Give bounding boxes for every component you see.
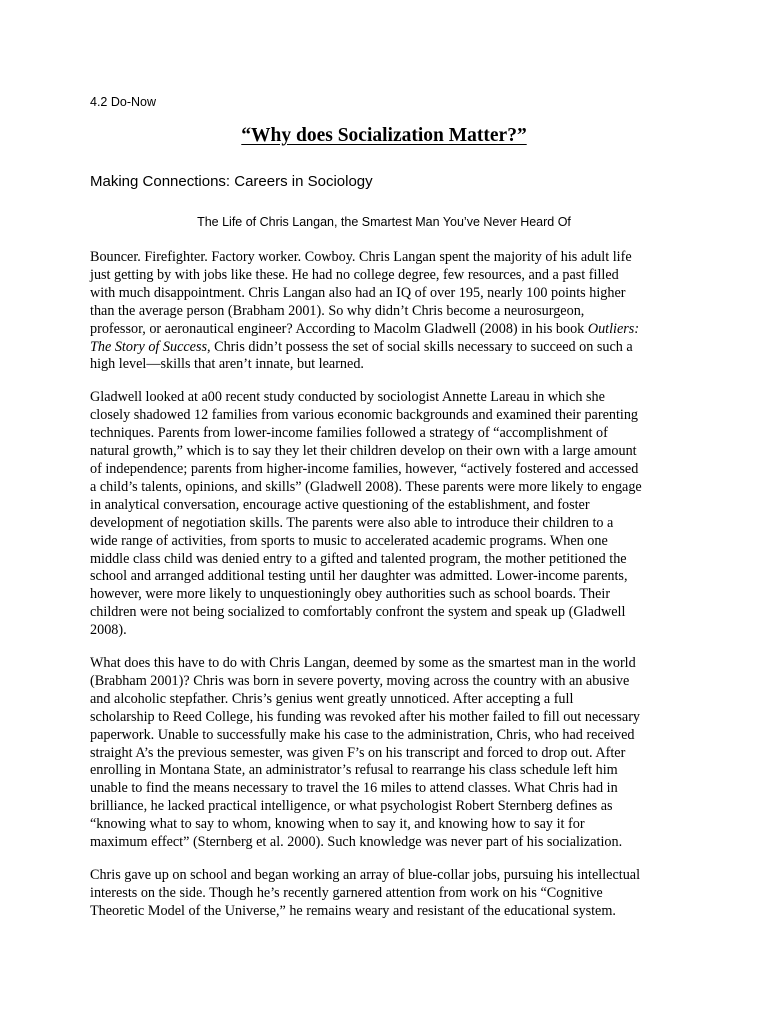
paragraph-2	[90, 389, 682, 640]
text-line: wide range of activities, from sports to music to accelerated academic programs. When one	[90, 532, 608, 549]
text-line: a child’s talents, opinions, and skills” (Gladwell 2008). These parents were more likely to engage	[90, 478, 642, 495]
text-line: What does this have to do with Chris Langan, deemed by some as the smartest man in the world	[90, 655, 636, 672]
text-line: with much disappointment. Chris Langan also had an IQ of over 195, nearly 100 points higher	[90, 284, 626, 301]
text-line: middle class child was denied entry to a gifted and talented program, the mother petitioned the	[90, 550, 627, 567]
text-line: “knowing what to say to whom, knowing when to say it, and knowing how to say it for	[90, 816, 585, 833]
text-line: 2008).	[90, 622, 127, 639]
text-line: Theoretic Model of the Universe,” he remains weary and resistant of the educational system.	[90, 902, 616, 919]
article-body	[90, 249, 682, 936]
paragraph-3	[90, 655, 682, 852]
document-title-text: “Why does Socialization Matter?”	[241, 125, 527, 146]
book-title-part-1: Outliers:	[587, 320, 640, 337]
text-line: high level—skills that aren’t innate, but learned.	[90, 356, 364, 373]
paragraph-1	[90, 249, 682, 374]
text-line: unable to find the means necessary to travel the 16 miles to attend classes. What Chris had in	[90, 780, 618, 797]
text-line: children were not being socialized to comfortably confront the system and speak up (Gladwell	[90, 604, 626, 621]
text-line: of independence; parents from higher-income families, however, “actively fostered and accessed	[90, 460, 639, 477]
text-line: closely shadowed 12 families from various economic backgrounds and examined their parenting	[90, 407, 639, 424]
text-line: Gladwell looked at a00 recent study conducted by sociologist Annette Lareau in which she	[90, 389, 605, 406]
text-line: (Brabham 2001)? Chris was born in severe poverty, moving across the country with an abusive	[90, 672, 630, 689]
text-line: just getting by with jobs like these. He had no college degree, few resources, and a past filled	[90, 266, 619, 283]
text-line: interests on the side. Though he’s recently garnered attention from work on his “Cognitive	[90, 884, 603, 901]
text-line: techniques. Parents from lower-income families followed a strategy of “accomplishment of	[90, 425, 608, 442]
section-heading: Making Connections: Careers in Sociology	[90, 173, 373, 190]
assignment-label: 4.2 Do-Now	[90, 95, 156, 109]
text-line: scholarship to Reed College, his funding was revoked after his mother failed to fill out necessary	[90, 708, 641, 725]
text-line	[90, 321, 682, 339]
text-line: straight A’s the previous semester, was given F’s on his transcript and forced to drop out. After	[90, 744, 626, 761]
text-line: paperwork. Unable to successfully make his case to the administration, Chris, who had received	[90, 726, 635, 743]
article-title: The Life of Chris Langan, the Smartest Man You’ve Never Heard Of	[197, 215, 571, 229]
text-line: Bouncer. Firefighter. Factory worker. Cowboy. Chris Langan spent the majority of his adult life	[90, 249, 632, 265]
text-line: development of negotiation skills. The parents were also able to introduce their children to a	[90, 514, 614, 531]
text-line: natural growth,” which is to say they let their children develop on their own with a large amount	[90, 443, 637, 460]
document-title	[0, 124, 768, 148]
text-line: enrolling in Montana State, an administrator’s refusal to rearrange his class schedule left him	[90, 762, 618, 779]
text-run: professor, or aeronautical engineer? According to Macolm Gladwell (2008) in his book	[90, 320, 588, 337]
text-line: than the average person (Brabham 2001). So why didn’t Chris become a neurosurgeon,	[90, 302, 585, 319]
book-title-part-2: The Story of Success	[90, 338, 208, 355]
paragraph-4	[90, 867, 682, 921]
text-line	[90, 339, 682, 357]
text-line: and alcoholic stepfather. Chris’s genius went greatly unnoticed. After accepting a full	[90, 690, 574, 707]
text-line: Chris gave up on school and began working an array of blue-collar jobs, pursuing his intellectual	[90, 867, 641, 883]
text-line: however, were more likely to unquestioningly obey authorities such as school boards. Their	[90, 586, 611, 603]
text-line: maximum effect” (Sternberg et al. 2000). Such knowledge was never part of his socialization.	[90, 834, 623, 851]
text-line: school and arranged additional testing until her daughter was admitted. Lower-income parents,	[90, 568, 628, 585]
text-line: brilliance, he lacked practical intelligence, or what psychologist Robert Sternberg defines as	[90, 798, 613, 815]
text-run: , Chris didn’t possess the set of social skills necessary to succeed on such a	[207, 338, 633, 355]
text-line: in analytical conversation, encourage active questioning of the establishment, and foster	[90, 496, 590, 513]
